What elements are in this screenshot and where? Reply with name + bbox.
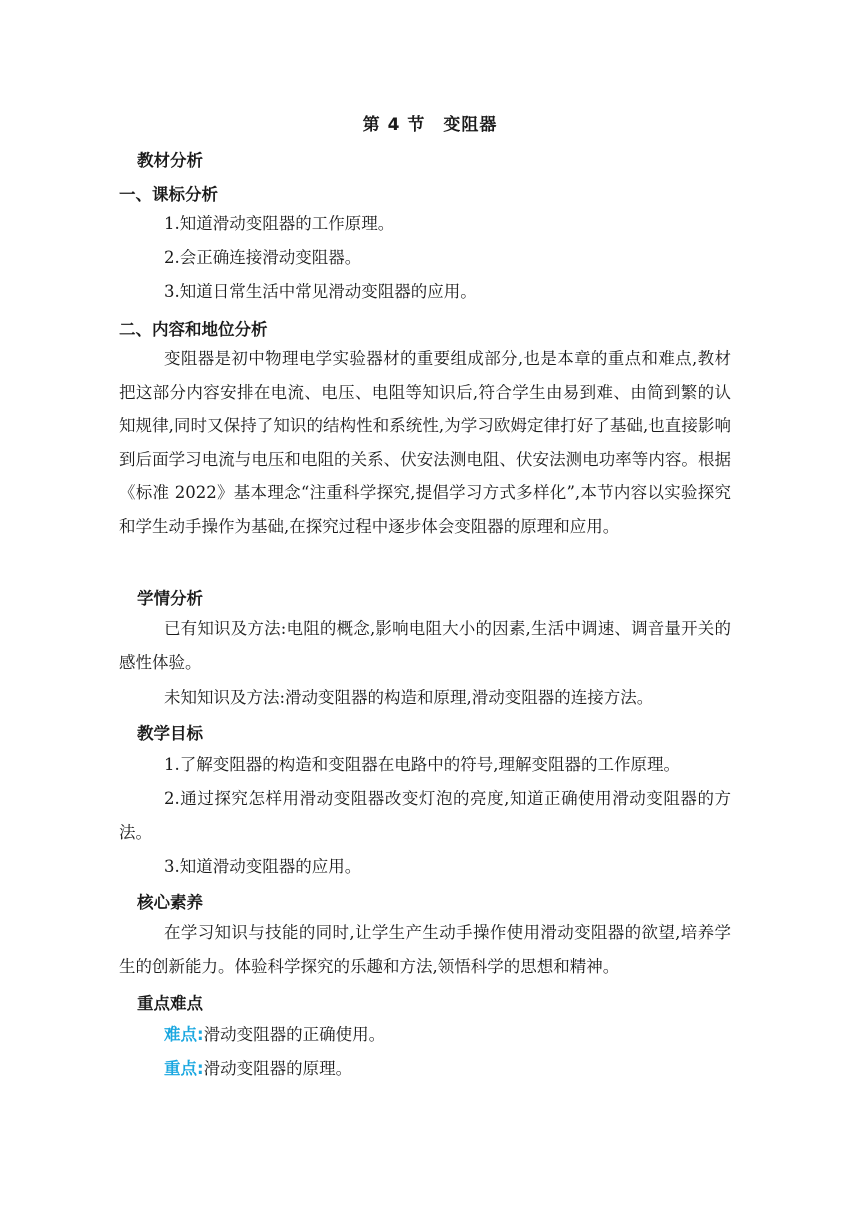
difficult-text: 滑动变阻器的正确使用。	[203, 1025, 386, 1044]
goal-2: 2.通过探究怎样用滑动变阻器改变灯泡的亮度,知道正确使用滑动变阻器的方法。	[119, 789, 731, 842]
goal-3: 3.知道滑动变阻器的应用。	[164, 857, 362, 876]
difficult-line	[119, 1018, 731, 1052]
heading-content-position: 二、内容和地位分析	[119, 320, 268, 339]
content-paragraph: 变阻器是初中物理电学实验器材的重要组成部分,也是本章的重点和难点,教材把这部分内容安排在电流、电压、电阻等知识后,符合学生由易到难、由简到繁的认知规律,同时又保持了知识的结构性和系统性,为学习欧姆定律打好了基础,也直接影响到后面学习电流与电压和电阻的关系、伏安法测电阻、伏安法测电功率等内容。根据《标准 2022》基本理念“注重科学探究,提倡学习方式多样化”,本节内容以实验探究和学生动手操作为基础,在探究过程中逐步体会变阻器的原理和应用。	[119, 349, 731, 536]
known-paragraph: 已有知识及方法:电阻的概念,影响电阻大小的因素,生活中调速、调音量开关的感性体验。	[119, 619, 731, 672]
heading-textbook-analysis: 教材分析	[137, 151, 203, 170]
difficult-label: 难点:	[164, 1025, 204, 1044]
page-title: 第 4 节 变阻器	[362, 115, 498, 135]
heading-learner-analysis: 学情分析	[137, 589, 203, 608]
standards-item-1: 1.知道滑动变阻器的工作原理。	[164, 214, 395, 233]
heading-core-literacy: 核心素养	[137, 893, 203, 912]
key-label: 重点:	[164, 1059, 204, 1078]
standards-item-3: 3.知道日常生活中常见滑动变阻器的应用。	[164, 282, 477, 301]
key-text: 滑动变阻器的原理。	[203, 1059, 353, 1078]
unknown-paragraph: 未知知识及方法:滑动变阻器的构造和原理,滑动变阻器的连接方法。	[164, 688, 654, 707]
heading-standards-analysis: 一、课标分析	[119, 185, 218, 204]
standards-item-2: 2.会正确连接滑动变阻器。	[164, 248, 362, 267]
heading-teaching-goals: 教学目标	[137, 724, 203, 743]
key-line	[119, 1052, 731, 1086]
goal-1: 1.了解变阻器的构造和变阻器在电路中的符号,理解变阻器的工作原理。	[164, 755, 680, 774]
literacy-paragraph: 在学习知识与技能的同时,让学生产生动手操作使用滑动变阻器的欲望,培养学生的创新能力。体验科学探究的乐趣和方法,领悟科学的思想和精神。	[119, 923, 731, 976]
heading-key-difficult: 重点难点	[137, 994, 203, 1013]
